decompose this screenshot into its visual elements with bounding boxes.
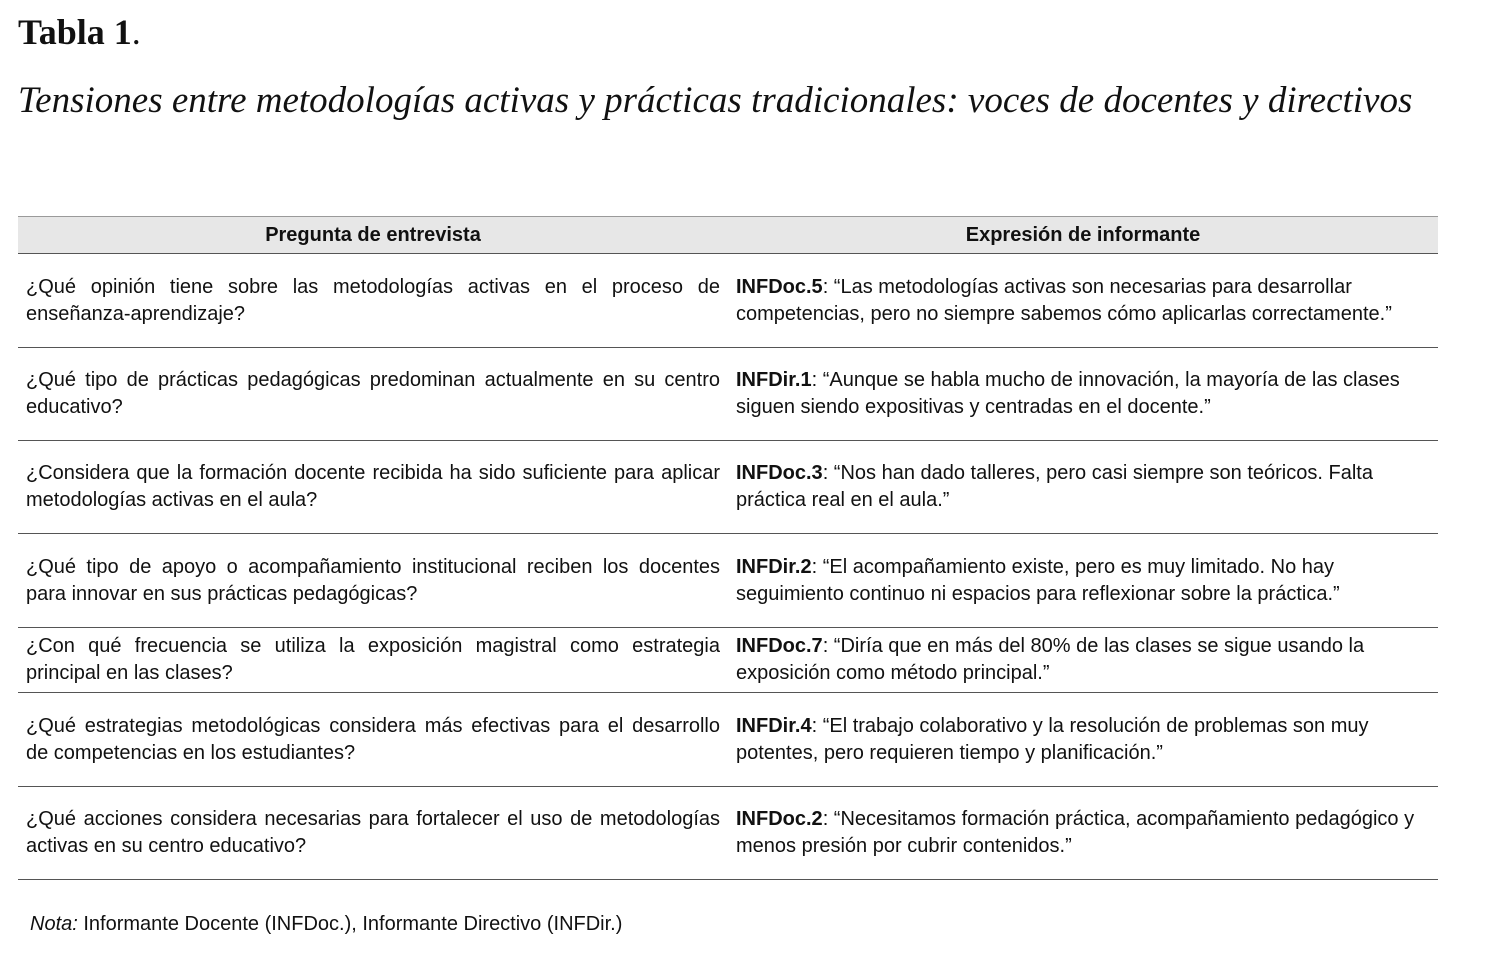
table-row — [18, 254, 1438, 348]
informant-quote: : “Las metodologías activas son necesarias para desarrollar competencias, pero no siempre sabemos cómo aplicarlas correctamente.” — [736, 275, 1392, 325]
informant-code: INFDoc.3 — [736, 462, 823, 484]
informant-quote: : “Aunque se habla mucho de innovación, la mayoría de las clases siguen siendo expositivas y centradas en el docente.” — [736, 369, 1400, 418]
informant-quote: : “Nos han dado talleres, pero casi siempre son teóricos. Falta práctica real en el aula.” — [736, 462, 1373, 511]
note-label: Nota: — [30, 913, 78, 935]
table-row — [18, 628, 1438, 693]
table-title: Tensiones entre metodologías activas y prácticas tradicionales: voces de docentes y directivos — [18, 80, 1413, 121]
table-header-row — [18, 217, 1438, 254]
informant-code: INFDir.1 — [736, 369, 812, 391]
informant-code: INFDir.4 — [736, 714, 812, 737]
table-row — [18, 348, 1438, 441]
informant-quote: : “Diría que en más del 80% de las clases se sigue usando la exposición como método principal.” — [736, 635, 1365, 684]
note-text: Informante Docente (INFDoc.), Informante Directivo (INFDir.) — [77, 913, 623, 935]
table-number-period: . — [131, 12, 141, 52]
informant-quote: : “Necesitamos formación práctica, acompañamiento pedagógico y menos presión por cubrir contenidos.” — [736, 808, 1415, 857]
table-number: Tabla 1 — [18, 12, 132, 52]
quote-cell — [728, 441, 1438, 534]
quote-cell — [728, 787, 1438, 880]
informant-code: INFDir.2 — [736, 555, 812, 578]
table-label — [18, 8, 141, 56]
question-cell: ¿Qué opinión tiene sobre las metodologías activas en el proceso de enseñanza-aprendizaje? — [18, 254, 728, 348]
question-cell: ¿Qué tipo de prácticas pedagógicas predominan actualmente en su centro educativo? — [18, 348, 728, 441]
question-cell: ¿Qué estrategias metodológicas considera más efectivas para el desarrollo de competencias en los estudiantes? — [18, 693, 728, 787]
question-cell: ¿Qué acciones considera necesarias para fortalecer el uso de metodologías activas en su centro educativo? — [18, 787, 728, 880]
table-row — [18, 534, 1438, 628]
table-row — [18, 787, 1438, 880]
question-cell: ¿Con qué frecuencia se utiliza la exposición magistral como estrategia principal en las clases? — [18, 628, 728, 693]
informant-quote: : “El trabajo colaborativo y la resolución de problemas son muy potentes, pero requieren tiempo y planificación.” — [736, 714, 1369, 764]
header-question: Pregunta de entrevista — [18, 217, 728, 254]
question-cell: ¿Considera que la formación docente recibida ha sido suficiente para aplicar metodologías activas en el aula? — [18, 441, 728, 534]
table-note — [30, 910, 622, 938]
header-informant-quote: Expresión de informante — [728, 217, 1438, 254]
table-row — [18, 693, 1438, 787]
quote-cell — [728, 254, 1438, 348]
quote-cell — [728, 628, 1438, 693]
informant-code: INFDoc.2 — [736, 808, 823, 830]
question-cell: ¿Qué tipo de apoyo o acompañamiento institucional reciben los docentes para innovar en sus prácticas pedagógicas? — [18, 534, 728, 628]
informant-code: INFDoc.7 — [736, 635, 823, 657]
quote-cell — [728, 534, 1438, 628]
quote-cell — [728, 693, 1438, 787]
quote-cell — [728, 348, 1438, 441]
table-row — [18, 441, 1438, 534]
informant-code: INFDoc.5 — [736, 275, 823, 298]
interview-table — [18, 216, 1438, 880]
informant-quote: : “El acompañamiento existe, pero es muy limitado. No hay seguimiento continuo ni espacios para reflexionar sobre la práctica.” — [736, 555, 1340, 605]
